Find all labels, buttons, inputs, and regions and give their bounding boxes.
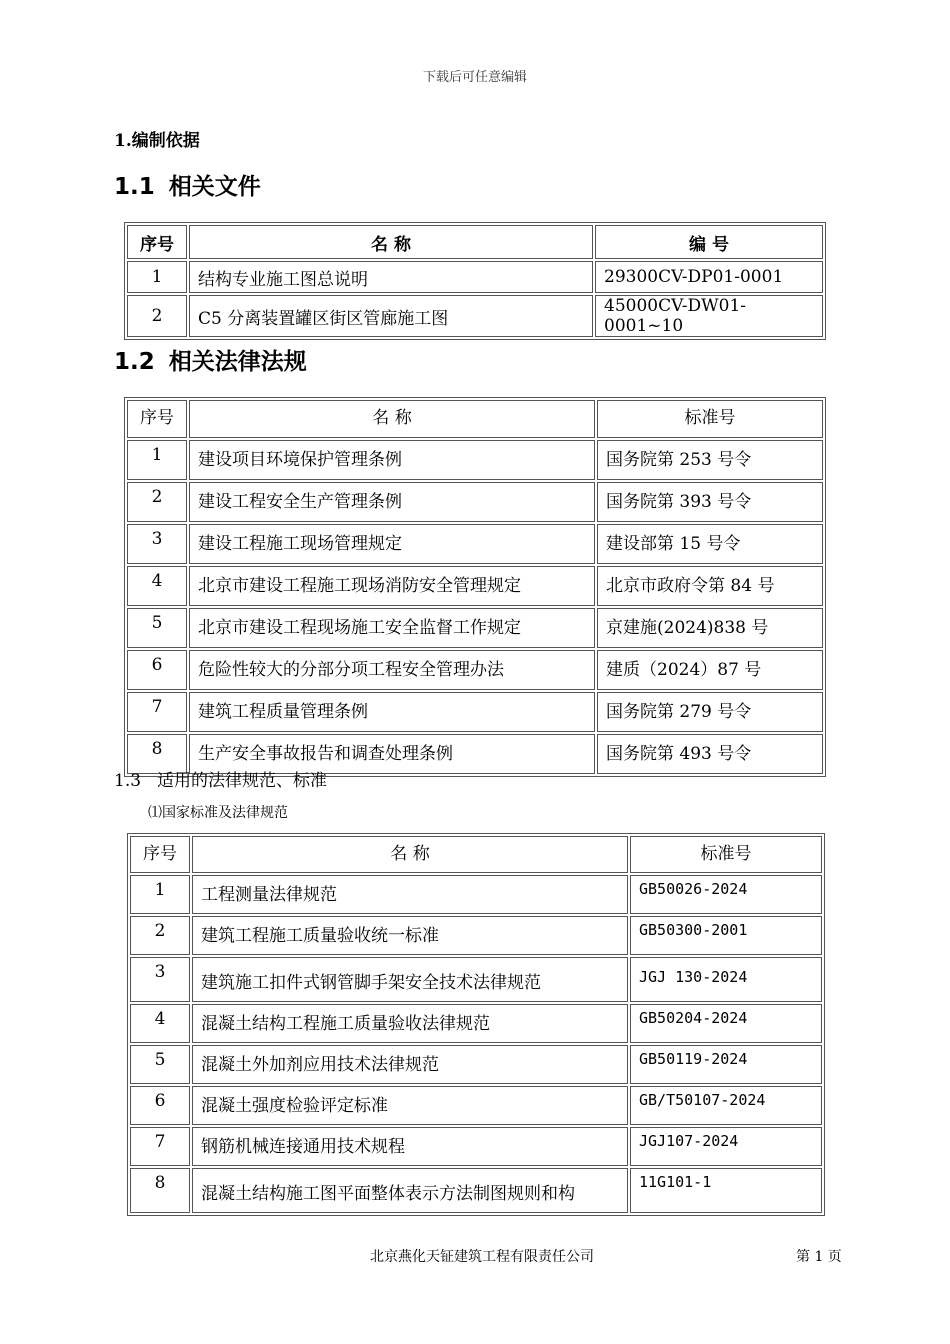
table-row	[127, 650, 823, 690]
subsection-label: ⑴国家标准及法律规范	[148, 805, 288, 821]
table-row	[127, 692, 823, 732]
column-header: 名 称	[192, 836, 628, 873]
cell-code: 建设部第 15 号令	[597, 524, 823, 564]
column-header: 序号	[130, 836, 190, 873]
cell-name: 建设工程施工现场管理规定	[189, 524, 595, 564]
table-header-row	[127, 225, 823, 259]
laws-regulations-table	[124, 397, 826, 777]
table-row	[130, 957, 822, 1002]
column-header: 标准号	[630, 836, 822, 873]
table-row	[127, 566, 823, 606]
cell-code: 国务院第 393 号令	[597, 482, 823, 522]
column-header: 名 称	[189, 400, 595, 438]
footer-company: 北京燕化天钲建筑工程有限责任公司	[370, 1249, 594, 1265]
cell-code: 国务院第 253 号令	[597, 440, 823, 480]
table-row	[127, 440, 823, 480]
cell-index: 5	[130, 1045, 190, 1084]
cell-name: 混凝土强度检验评定标准	[192, 1086, 628, 1125]
cell-index: 4	[130, 1004, 190, 1043]
section-title: 适用的法律规范、标准	[157, 771, 328, 791]
table-row	[130, 1086, 822, 1125]
section-1-3-heading	[114, 766, 327, 791]
cell-code: JGJ107-2024	[630, 1127, 822, 1166]
table-row	[130, 1045, 822, 1084]
table-row	[127, 524, 823, 564]
section-1-heading: 1.编制依据	[114, 131, 200, 151]
cell-name: 混凝土结构工程施工质量验收法律规范	[192, 1004, 628, 1043]
table-row	[130, 1168, 822, 1213]
cell-index: 1	[127, 440, 187, 480]
column-header: 序号	[127, 400, 187, 438]
cell-code: GB50204-2024	[630, 1004, 822, 1043]
cell-name: 建筑工程质量管理条例	[189, 692, 595, 732]
cell-code: 11G101-1	[630, 1168, 822, 1213]
section-1-1-heading	[114, 168, 261, 201]
cell-name: 建设项目环境保护管理条例	[189, 440, 595, 480]
cell-code: GB50300-2001	[630, 916, 822, 955]
cell-name: 建筑工程施工质量验收统一标准	[192, 916, 628, 955]
cell-name: 钢筋机械连接通用技术规程	[192, 1127, 628, 1166]
standards-table	[127, 833, 825, 1216]
cell-code: GB/T50107-2024	[630, 1086, 822, 1125]
cell-index: 2	[130, 916, 190, 955]
cell-code: JGJ 130-2024	[630, 957, 822, 1002]
cell-code: 29300CV-DP01-0001	[595, 261, 823, 293]
cell-index: 3	[127, 524, 187, 564]
cell-index: 8	[130, 1168, 190, 1213]
cell-index: 3	[130, 957, 190, 1002]
cell-name: C5 分离装置罐区街区管廊施工图	[189, 295, 593, 337]
cell-name: 结构专业施工图总说明	[189, 261, 593, 293]
cell-index: 8	[127, 734, 187, 774]
table-row	[127, 608, 823, 648]
cell-code: 京建施(2024)838 号	[597, 608, 823, 648]
cell-code: 建质（2024）87 号	[597, 650, 823, 690]
cell-code: 45000CV-DW01-0001~10	[595, 295, 823, 337]
table-header-row	[130, 836, 822, 873]
section-title: 相关文件	[168, 174, 261, 200]
section-number: 1.2	[114, 349, 155, 375]
cell-code: 国务院第 279 号令	[597, 692, 823, 732]
cell-name: 危险性较大的分部分项工程安全管理办法	[189, 650, 595, 690]
column-header: 编 号	[595, 225, 823, 259]
table-row	[127, 295, 823, 337]
cell-code: GB50119-2024	[630, 1045, 822, 1084]
cell-index: 6	[130, 1086, 190, 1125]
cell-code: GB50026-2024	[630, 875, 822, 914]
page-number: 第 1 页	[796, 1249, 842, 1265]
cell-index: 1	[130, 875, 190, 914]
section-number: 1.3	[114, 771, 142, 791]
table-row	[127, 482, 823, 522]
cell-name: 混凝土结构施工图平面整体表示方法制图规则和构	[192, 1168, 628, 1213]
table-row	[130, 1004, 822, 1043]
cell-name: 北京市建设工程现场施工安全监督工作规定	[189, 608, 595, 648]
cell-index: 7	[130, 1127, 190, 1166]
cell-name: 混凝土外加剂应用技术法律规范	[192, 1045, 628, 1084]
cell-index: 2	[127, 482, 187, 522]
header-note: 下载后可任意编辑	[422, 70, 527, 85]
related-documents-table	[124, 222, 826, 340]
table-row	[130, 875, 822, 914]
cell-code: 国务院第 493 号令	[597, 734, 823, 774]
cell-name: 生产安全事故报告和调查处理条例	[189, 734, 595, 774]
cell-name: 工程测量法律规范	[192, 875, 628, 914]
section-1-2-heading	[114, 343, 307, 376]
column-header: 标准号	[597, 400, 823, 438]
column-header: 名 称	[189, 225, 593, 259]
cell-index: 4	[127, 566, 187, 606]
cell-index: 7	[127, 692, 187, 732]
cell-name: 建筑施工扣件式钢管脚手架安全技术法律规范	[192, 957, 628, 1002]
cell-code: 北京市政府令第 84 号	[597, 566, 823, 606]
table-row	[130, 916, 822, 955]
cell-index: 6	[127, 650, 187, 690]
cell-name: 建设工程安全生产管理条例	[189, 482, 595, 522]
cell-index: 1	[127, 261, 187, 293]
section-title: 相关法律法规	[168, 349, 307, 375]
table-header-row	[127, 400, 823, 438]
cell-index: 2	[127, 295, 187, 337]
cell-name: 北京市建设工程施工现场消防安全管理规定	[189, 566, 595, 606]
table-row	[127, 261, 823, 293]
table-row	[130, 1127, 822, 1166]
column-header: 序号	[127, 225, 187, 259]
section-number: 1.1	[114, 174, 155, 200]
cell-index: 5	[127, 608, 187, 648]
